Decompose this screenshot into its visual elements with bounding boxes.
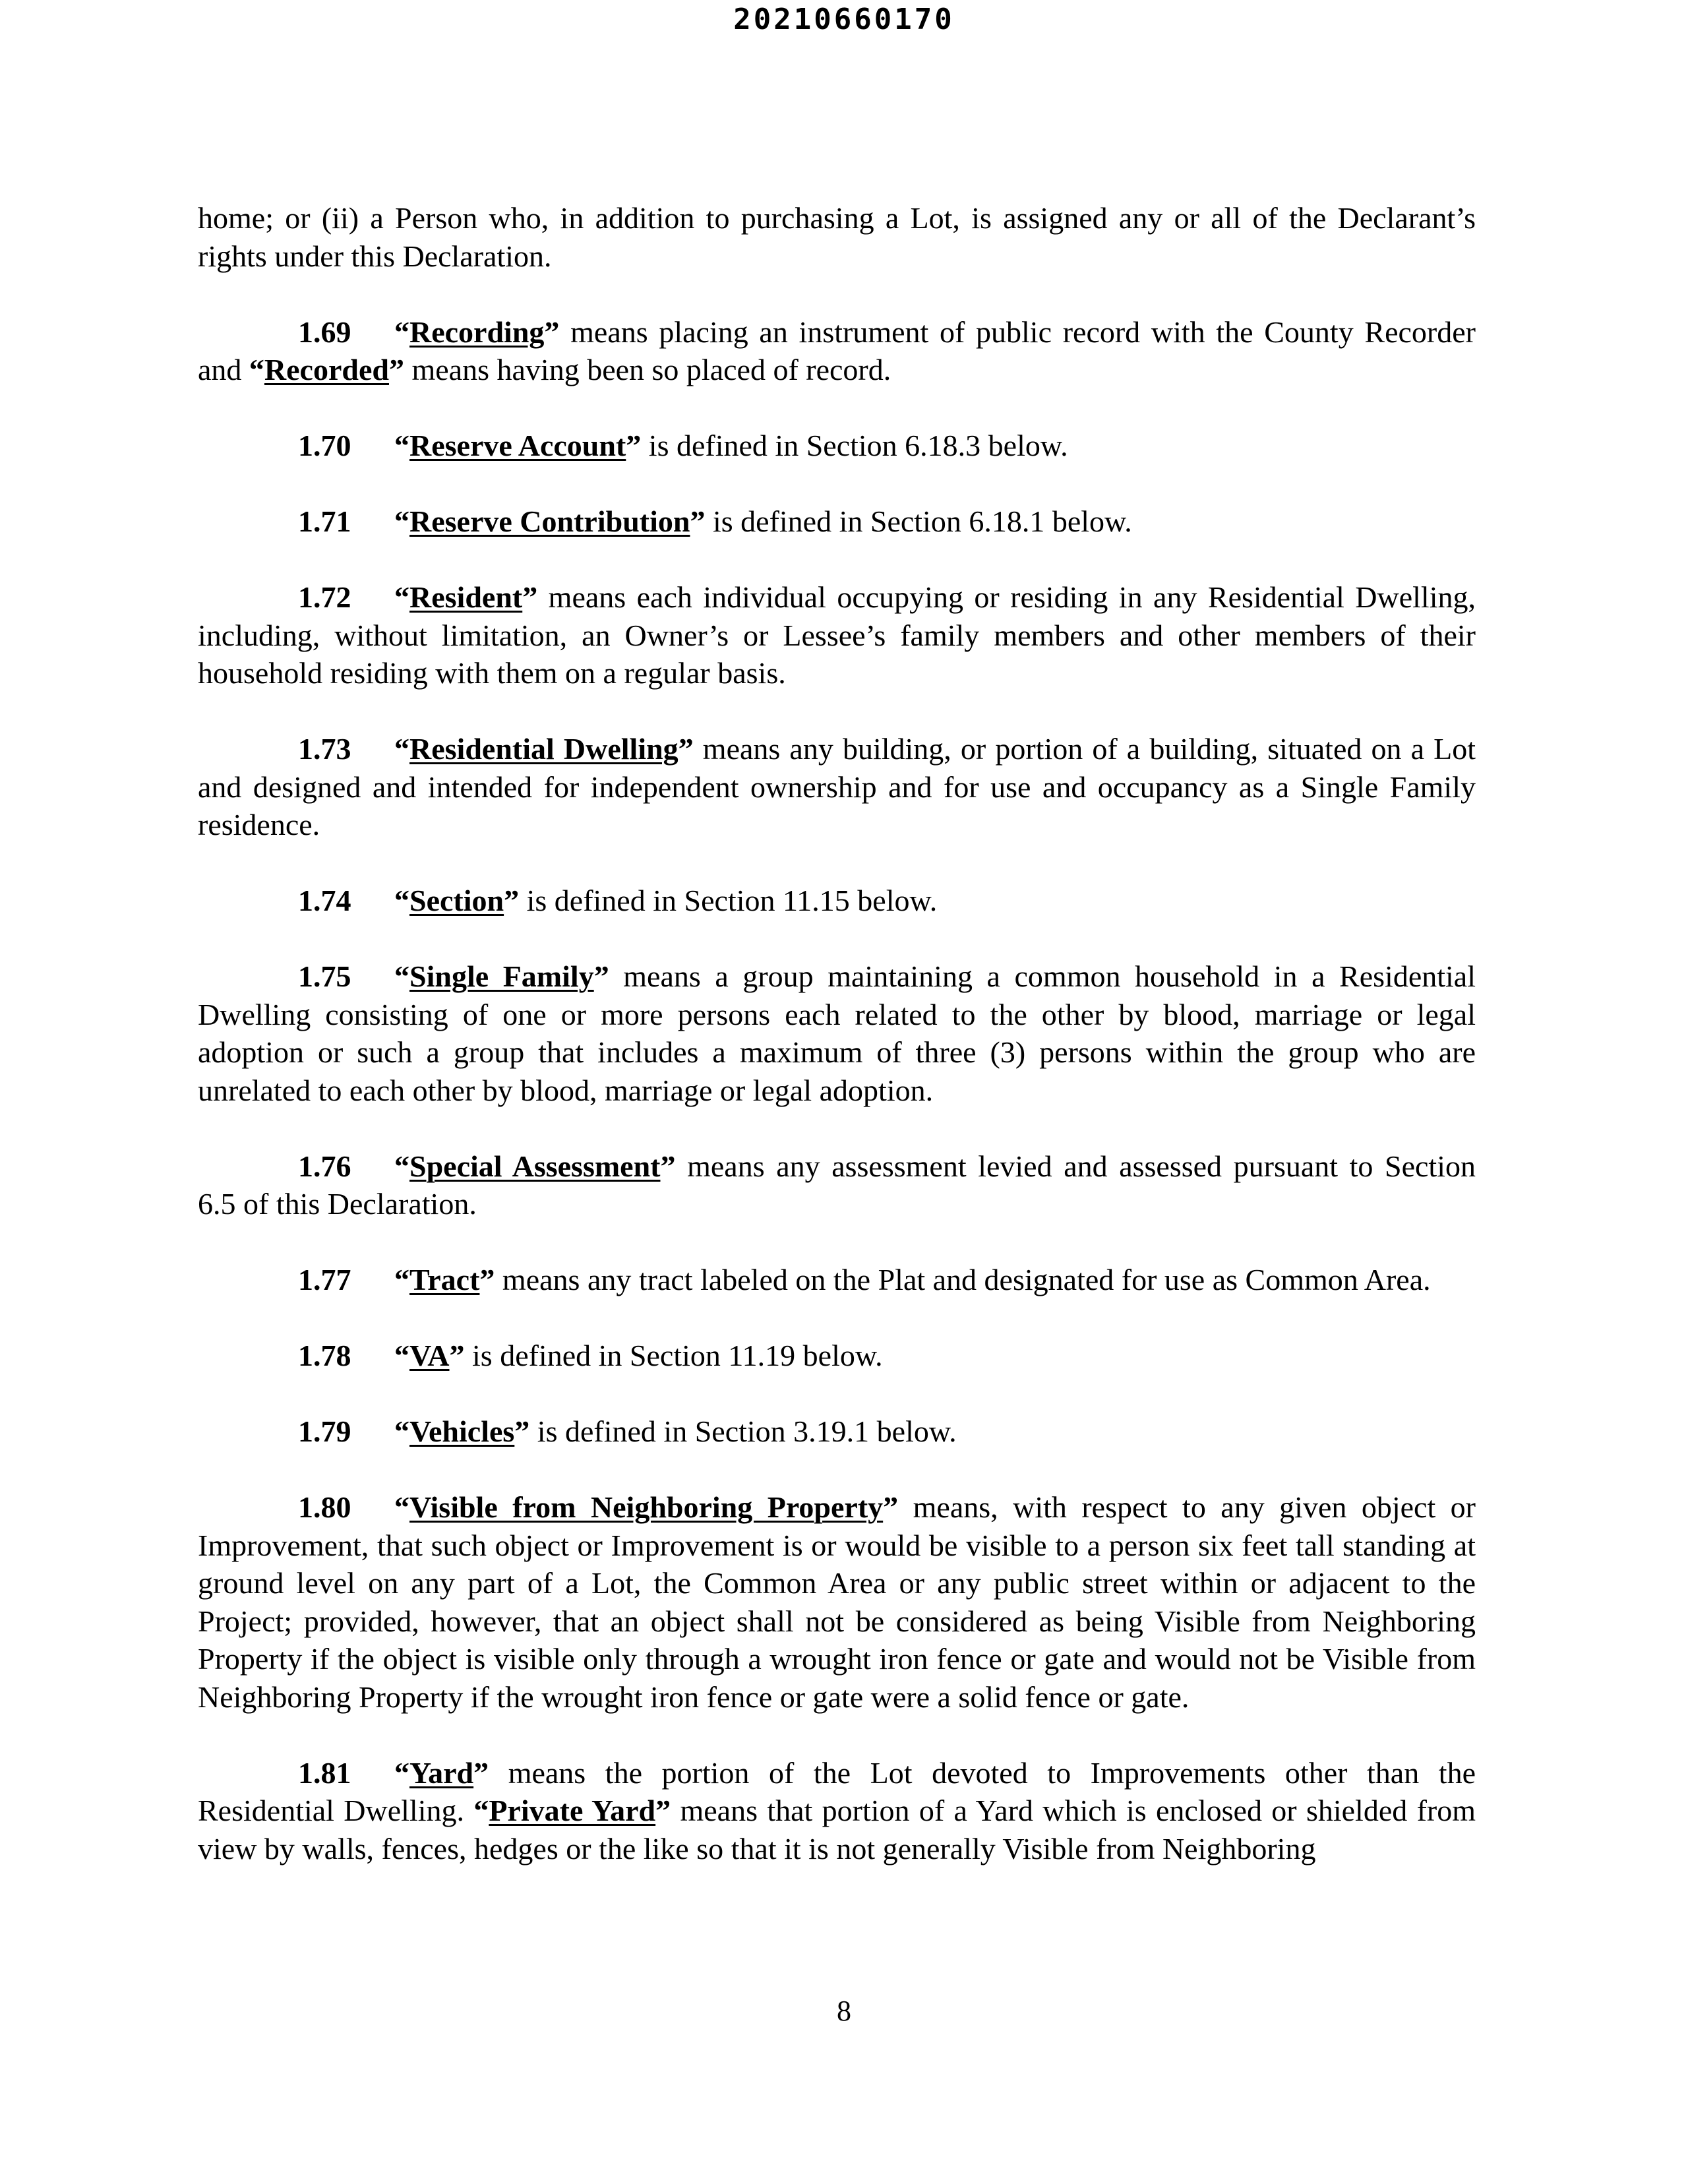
section-number: 1.76 — [298, 1149, 351, 1183]
section-number: 1.72 — [298, 580, 351, 614]
definition-1-69 — [198, 313, 1476, 389]
defined-term: “Private Yard” — [473, 1794, 671, 1827]
definition-1-74 — [198, 882, 1476, 920]
defined-term: “Single Family” — [394, 959, 609, 993]
defined-term: “Visible from Neighboring Property” — [394, 1490, 899, 1524]
document-body — [198, 199, 1476, 1867]
definition-text: means any assessment levied and assessed pursuant to Section 6.5 of this Declaration. — [198, 1149, 1476, 1221]
defined-term: “Reserve Contribution” — [394, 504, 706, 538]
definition-text: means that portion of a Yard which is enclosed or shielded from view by walls, fences, hedges or the like so that it is not generally Visible from Neighboring — [198, 1794, 1476, 1866]
defined-term: “Resident” — [394, 580, 538, 614]
defined-term: “VA” — [394, 1339, 465, 1372]
definition-text: means, with respect to any given object or Improvement, that such object or Improvement is or would be visible to a person six feet tall standing at ground level on any part of a Lot, the Common Area or any public street within or adjacent to the Project; provided, however, that an object shall not be considered as being Visible from Neighboring Property if the object is visible only through a wrought iron fence or gate and would not be Visible from Neighboring Property if the wrought iron fence or gate were a solid fence or gate. — [198, 1490, 1476, 1714]
definition-1-72 — [198, 578, 1476, 692]
defined-term: “Recording” — [394, 315, 560, 349]
definition-1-70 — [198, 427, 1476, 465]
definition-text: means a group maintaining a common household in a Residential Dwelling consisting of one or more persons each related to the other by blood, marriage or legal adoption or such a group that includes a maximum of three (3) persons within the group who are unrelated to each other by blood, marriage or legal adoption. — [198, 959, 1476, 1107]
defined-term: “Special Assessment” — [394, 1149, 676, 1183]
definition-text: means the portion of the Lot devoted to Improvements other than the Residential Dwelling. — [198, 1755, 1476, 1827]
definition-1-81 — [198, 1754, 1476, 1868]
definition-1-78 — [198, 1337, 1476, 1375]
section-number: 1.73 — [298, 732, 351, 766]
definition-1-71 — [198, 502, 1476, 541]
intro-paragraph: home; or (ii) a Person who, in addition to purchasing a Lot, is assigned any or all of the Declarant’s rights under this Declaration. — [198, 201, 1476, 273]
section-number: 1.81 — [298, 1755, 351, 1790]
definition-1-77 — [198, 1261, 1476, 1299]
definition-text: is defined in Section 3.19.1 below. — [529, 1414, 957, 1448]
section-number: 1.74 — [298, 884, 351, 917]
definition-1-75 — [198, 957, 1476, 1109]
section-number: 1.79 — [298, 1414, 351, 1448]
definition-1-79 — [198, 1412, 1476, 1451]
section-number: 1.71 — [298, 504, 351, 538]
definition-text: means each individual occupying or residing in any Residential Dwelling, including, without limitation, an Owner’s or Lessee’s family members and other members of their household residing with them on a regular basis. — [198, 580, 1476, 690]
page-number: 8 — [837, 1995, 851, 2027]
defined-term: “Vehicles” — [394, 1414, 530, 1448]
definition-text: means placing an instrument of public record with the County Recorder and — [198, 315, 1476, 386]
defined-term: “Recorded” — [249, 353, 404, 386]
section-number: 1.70 — [298, 429, 351, 462]
definition-text: is defined in Section 6.18.3 below. — [641, 429, 1068, 462]
section-number: 1.69 — [298, 315, 351, 349]
defined-term: “Yard” — [394, 1755, 489, 1790]
defined-term: “Reserve Account” — [394, 429, 642, 462]
defined-term: “Tract” — [394, 1263, 495, 1296]
defined-term: “Residential Dwelling” — [394, 732, 694, 766]
definition-text: means any building, or portion of a building, situated on a Lot and designed and intended for independent ownership and for use and occupancy as a Single Family residence. — [198, 732, 1476, 841]
definition-1-80 — [198, 1488, 1476, 1716]
definition-text: means any tract labeled on the Plat and designated for use as Common Area. — [495, 1263, 1431, 1296]
definition-text: is defined in Section 11.19 below. — [464, 1339, 883, 1372]
definition-text: means having been so placed of record. — [404, 353, 891, 386]
defined-term: “Section” — [394, 884, 520, 917]
section-number: 1.80 — [298, 1490, 351, 1524]
recording-number: 20210660170 — [733, 3, 955, 36]
definition-text: is defined in Section 6.18.1 below. — [705, 504, 1132, 538]
definition-1-73 — [198, 730, 1476, 844]
definition-1-76 — [198, 1147, 1476, 1223]
definition-text: is defined in Section 11.15 below. — [519, 884, 938, 917]
section-number: 1.78 — [298, 1339, 351, 1372]
section-number: 1.75 — [298, 959, 351, 993]
section-number: 1.77 — [298, 1263, 351, 1296]
